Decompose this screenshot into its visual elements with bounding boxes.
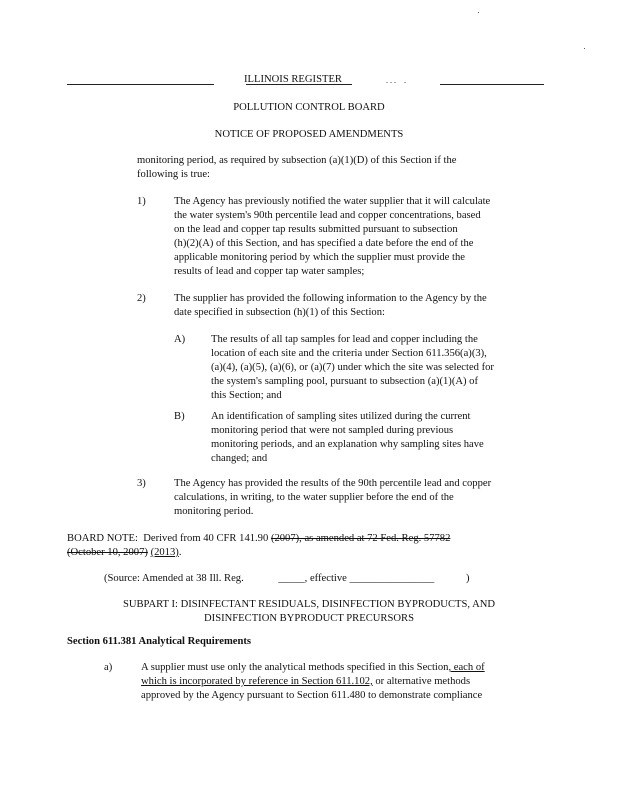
board-note-cont (67, 546, 181, 560)
register-rule-left (67, 84, 214, 85)
subitem-line: The results of all tap samples for lead and copper including the (211, 334, 478, 345)
source-blank-date: ________________ (349, 573, 435, 584)
item-line: The supplier has provided the following information to the Agency by the (174, 293, 487, 304)
board-note-period: . (178, 547, 182, 558)
subitem-line: the system's sampling pool, pursuant to subsection (a)(1)(A) of (211, 376, 479, 387)
source-blank-volume: _____ (278, 573, 305, 584)
source-prefix: (Source: Amended at 38 Ill. Reg. (104, 573, 244, 584)
item-line: on the lead and copper tap results submitted pursuant to subsection (174, 224, 458, 235)
section-line-text: A supplier must use only the analytical methods specified in this Section (141, 662, 449, 673)
board-note-struck-text: (2007), as amended at 72 Fed. Reg. 57782 (270, 533, 451, 544)
notice-title: NOTICE OF PROPOSED AMENDMENTS (214, 129, 404, 140)
board-note (67, 532, 450, 546)
subitem-line: (a)(4), (a)(5), (a)(6), or (a)(7) under which the site was selected for (211, 362, 494, 373)
section-line: approved by the Agency pursuant to Section 611.480 to demonstrate compliance (141, 690, 483, 701)
item-line: The Agency has provided the results of the 90th percentile lead and copper (174, 478, 492, 489)
subitem-line: monitoring period that were not sampled during previous (211, 425, 454, 436)
register-title: ILLINOIS REGISTER (244, 74, 342, 85)
register-rule-far-right (440, 84, 544, 85)
subitem-number: A) (174, 334, 186, 345)
intro-line: monitoring period, as required by subsection (a)(1)(D) of this Section if the (137, 155, 457, 166)
item-line: (h)(2)(A) of this Section, and has specified a date before the end of the (174, 238, 474, 249)
intro-line: following is true: (137, 169, 210, 180)
item-line: applicable monitoring period by which the supplier must provide the (174, 252, 465, 263)
source-close: ) (466, 573, 470, 584)
source-line (104, 572, 470, 586)
subitem-number: B) (174, 411, 185, 422)
section-line-text: or alternative methods (372, 676, 471, 687)
subitem-line: monitoring periods, and an explanation why sampling sites have (211, 439, 484, 450)
section-line-underlined: which is incorporated by reference in Section 611.102, (141, 676, 373, 687)
subitem-line: changed; and (211, 453, 268, 464)
item-number: 2) (137, 293, 146, 304)
item-line: the water system's 90th percentile lead and copper concentrations, based (174, 210, 481, 221)
board-name: POLLUTION CONTROL BOARD (233, 102, 385, 113)
subpart-heading: SUBPART I: DISINFECTANT RESIDUALS, DISINFECTION BYPRODUCTS, AND (122, 599, 496, 610)
section-line-underlined: , each of (448, 662, 485, 673)
board-note-new-year: (2013) (150, 547, 179, 558)
board-note-label: BOARD NOTE: (67, 533, 138, 544)
section-line (141, 675, 470, 689)
section-item-number: a) (104, 662, 113, 673)
subpart-heading: DISINFECTION BYPRODUCT PRECURSORS (204, 613, 414, 624)
scan-speck (584, 48, 585, 49)
board-note-struck-date: (October 10, 2007) (67, 547, 148, 558)
board-note-text: Derived from 40 CFR 141.90 (143, 533, 269, 544)
register-rule-dots: . . . . (386, 76, 406, 85)
item-line: monitoring period. (174, 506, 254, 517)
subitem-line: An identification of sampling sites utilized during the current (211, 411, 471, 422)
item-line: results of lead and copper tap water samples; (174, 266, 365, 277)
item-line: date specified in subsection (h)(1) of this Section: (174, 307, 385, 318)
register-rule-right (246, 84, 352, 85)
item-number: 1) (137, 196, 146, 207)
subitem-line: location of each site and the criteria under Section 611.356(a)(3), (211, 348, 487, 359)
item-number: 3) (137, 478, 146, 489)
item-line: calculations, in writing, to the water supplier before the end of the (174, 492, 454, 503)
item-line: The Agency has previously notified the water supplier that it will calculate (174, 196, 491, 207)
section-title: Section 611.381 Analytical Requirements (67, 636, 252, 647)
source-effective: , effective (304, 573, 347, 584)
section-line (141, 661, 485, 675)
subitem-line: this Section; and (211, 390, 282, 401)
scan-speck (478, 12, 479, 13)
